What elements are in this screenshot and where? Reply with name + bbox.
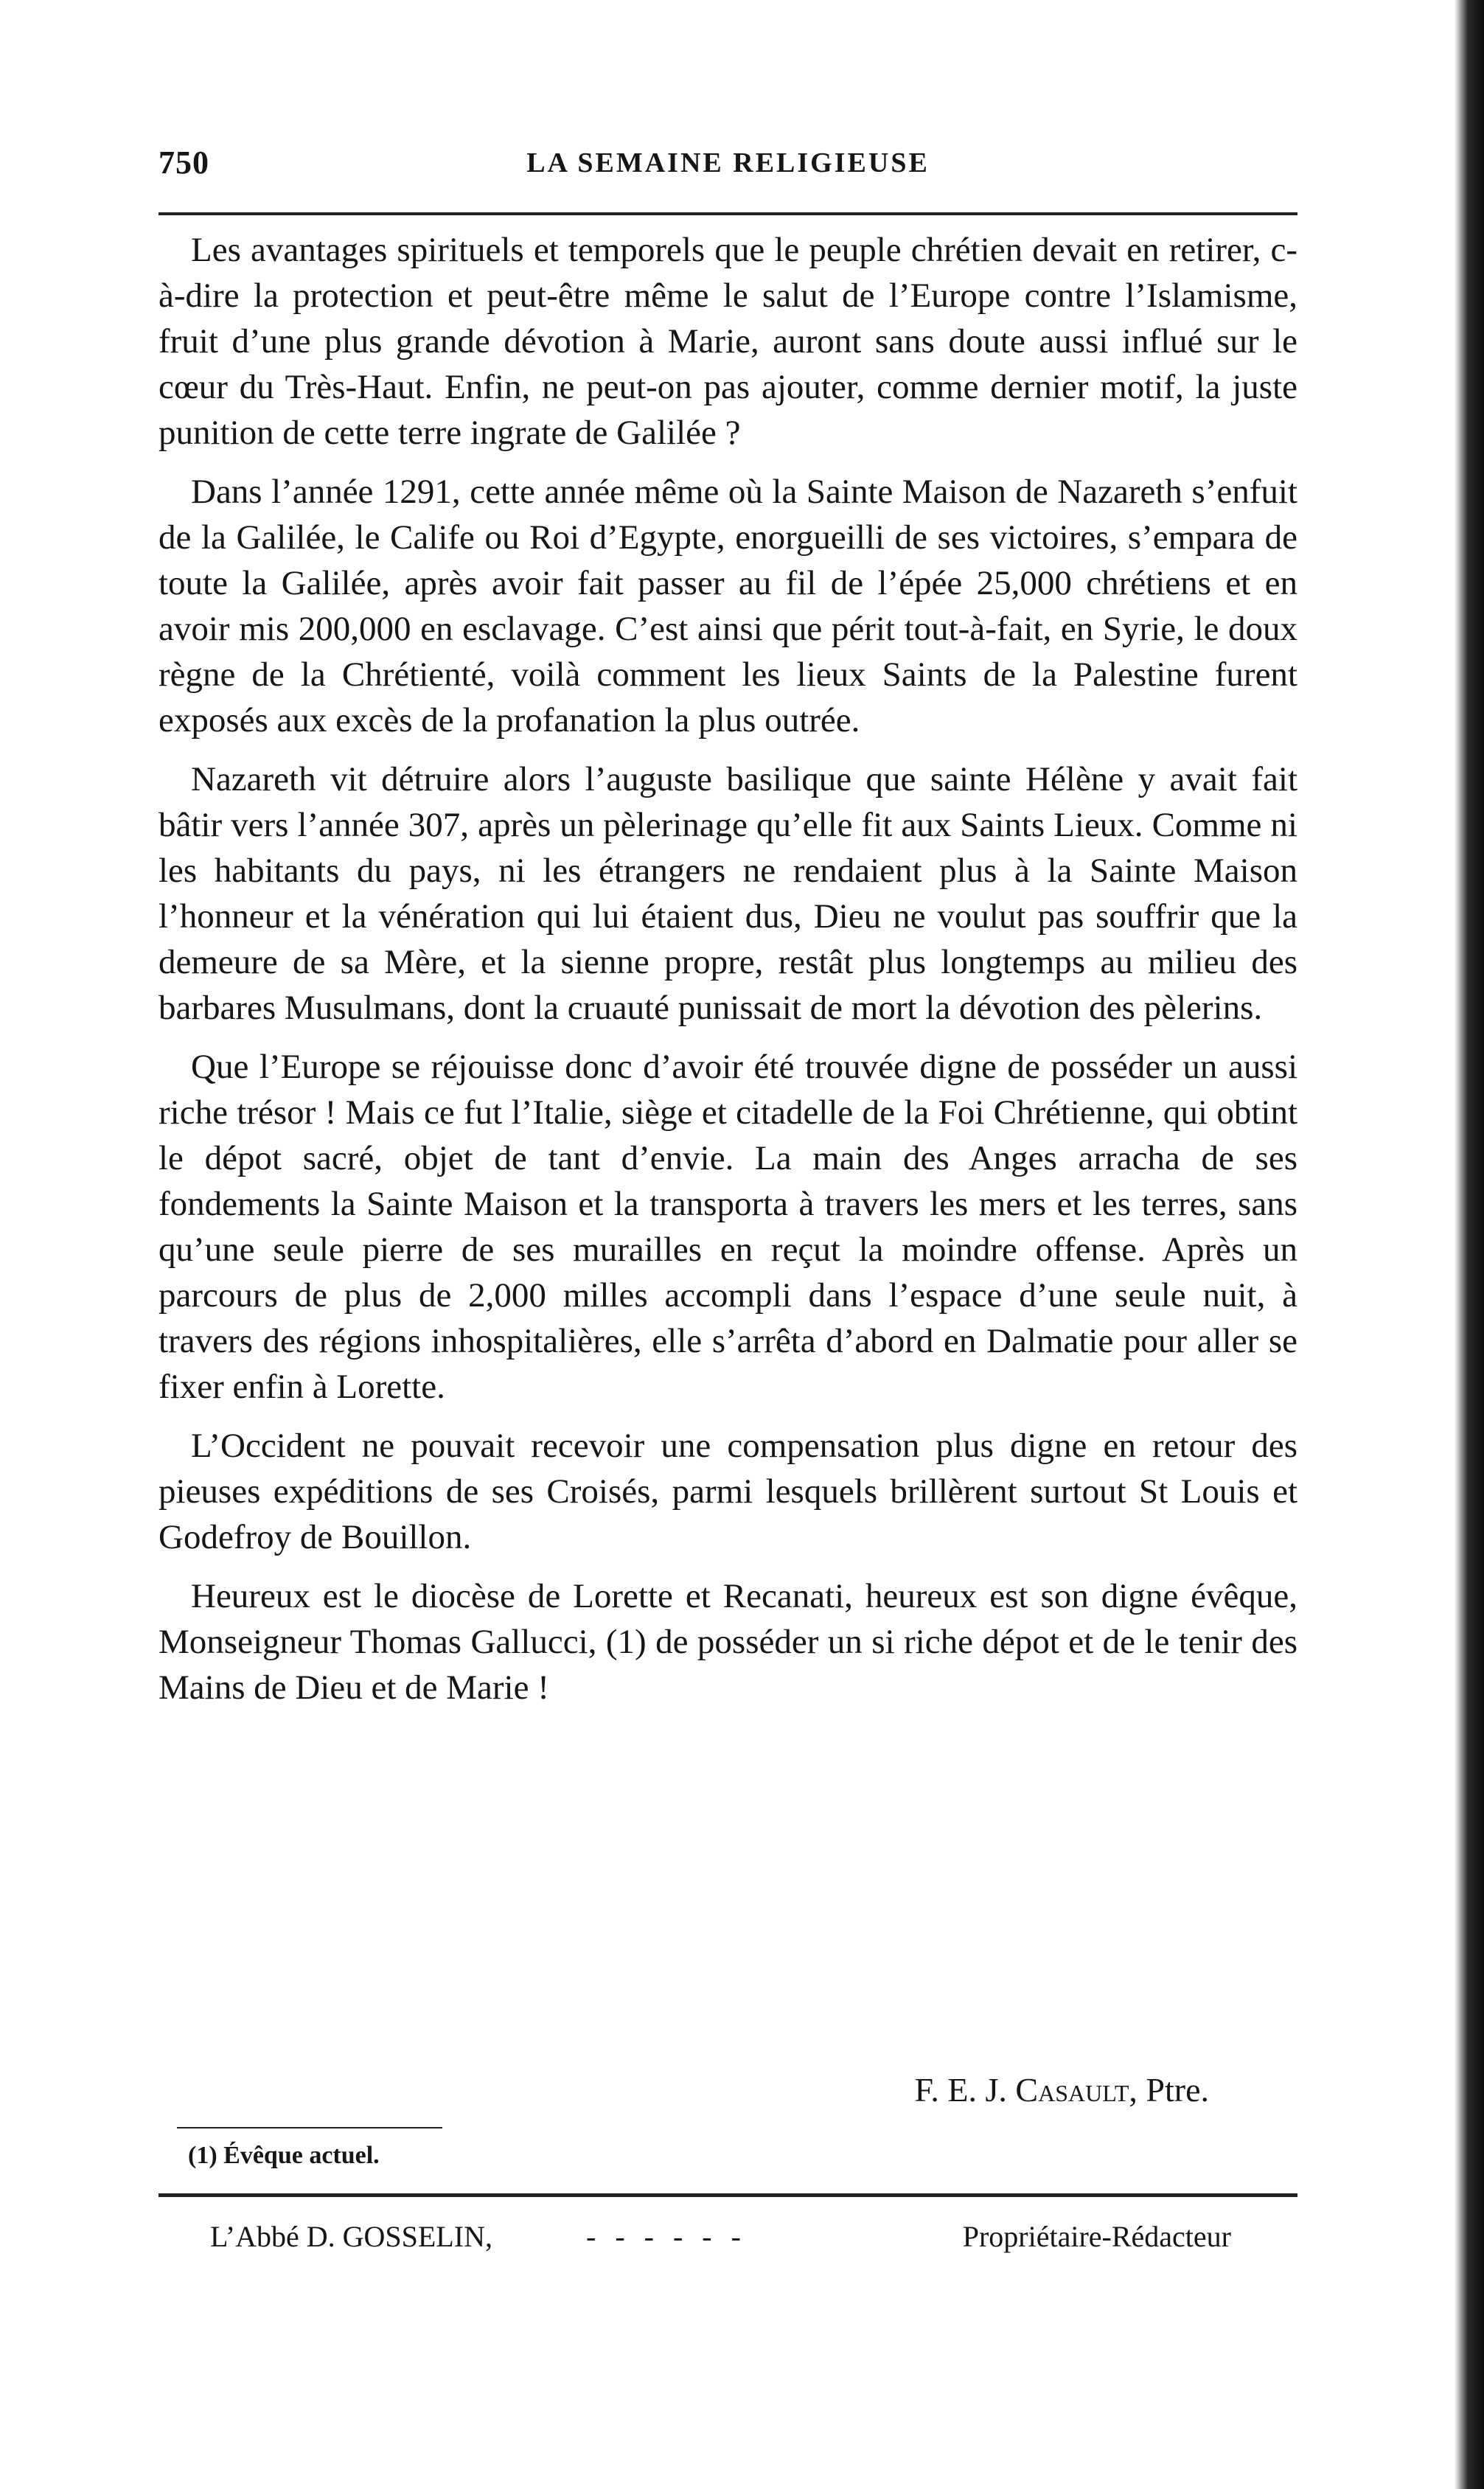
footnote: (1) Évêque actuel. xyxy=(188,2142,380,2169)
page-header xyxy=(158,144,1297,188)
header-rule xyxy=(158,212,1297,215)
author-surname: Casault xyxy=(1015,2071,1129,2109)
scan-page-edge xyxy=(1455,0,1484,2489)
paragraph: Que l’Europe se réjouisse donc d’avoir été trouvée digne de posséder un aussi riche trésor ! Mais ce fut l’Italie, siège et citadelle de la Foi Chrétienne, qui obtint le dépot sacré, objet de tant d’envie. La main des Anges arracha de ses fondements la Sainte Maison et la transporta à travers les mers et les terres, sans qu’une seule pierre de ses murailles en reçut la moindre offense. Après un parcours de plus de 2,000 milles accompli dans l’espace d’une seule nuit, à travers des régions inhospitalières, elle s’arrêta d’abord en Dalmatie pour aller se fixer enfin à Lorette. xyxy=(158,1048,1297,1406)
imprint-line xyxy=(210,2219,1231,2256)
imprint-name: L’Abbé D. GOSSELIN, xyxy=(210,2220,492,2253)
article-body xyxy=(158,227,1297,1724)
author-title: , Ptre. xyxy=(1129,2071,1209,2109)
footer-rule xyxy=(158,2193,1297,2197)
page-number: 750 xyxy=(158,145,209,181)
paragraph: L’Occident ne pouvait recevoir une compensation plus digne en retour des pieuses expéditions de ses Croisés, parmi lesquels brillèrent surtout St Louis et Godefroy de Bouillon. xyxy=(158,1427,1297,1556)
imprint-leader-dots: - - - - - - xyxy=(586,2220,747,2253)
paragraph: Nazareth vit détruire alors l’auguste basilique que sainte Hélène y avait fait bâtir vers l’année 307, après un pèlerinage qu’elle fit aux Saints Lieux. Comme ni les habitants du pays, ni les étrangers ne rendaient plus à la Sainte Maison l’honneur et la vénération qui lui étaient dus, Dieu ne voulut pas souffrir que la demeure de sa Mère, et la sienne propre, restât plus longtemps au milieu des barbares Musulmans, dont la cruauté punissait de mort la dévotion des pèlerins. xyxy=(158,760,1297,1027)
paragraph: Dans l’année 1291, cette année même où la Sainte Maison de Nazareth s’enfuit de la Galilée, le Calife ou Roi d’Egypte, enorgueilli de ses victoires, s’empara de toute la Galilée, après avoir fait passer au fil de l’épée 25,000 chrétiens et en avoir mis 200,000 en esclavage. C’est ainsi que périt tout-à-fait, en Syrie, le doux règne de la Chrétienté, voilà comment les lieux Saints de la Palestine furent exposés aux excès de la profanation la plus outrée. xyxy=(158,473,1297,739)
paragraph: Heureux est le diocèse de Lorette et Recanati, heureux est son digne évêque, Monseigneur Thomas Gallucci, (1) de posséder un si riche dépot et de le tenir des Mains de Dieu et de Marie ! xyxy=(158,1577,1297,1707)
author-signature xyxy=(158,2070,1209,2109)
paragraph: Les avantages spirituels et temporels que le peuple chrétien devait en retirer, c-à-dire la protection et peut-être même le salut de l’Europe contre l’Islamisme, fruit d’une plus grande dévotion à Marie, auront sans doute aussi influé sur le cœur du Très-Haut. Enfin, ne peut-on pas ajouter, comme dernier motif, la juste punition de cette terre ingrate de Galilée ? xyxy=(158,231,1297,452)
author-initials: F. E. J. xyxy=(914,2071,1007,2109)
footnote-rule xyxy=(177,2127,442,2128)
imprint-role: Propriétaire-Rédacteur xyxy=(962,2220,1231,2253)
running-title: LA SEMAINE RELIGIEUSE xyxy=(526,147,930,178)
